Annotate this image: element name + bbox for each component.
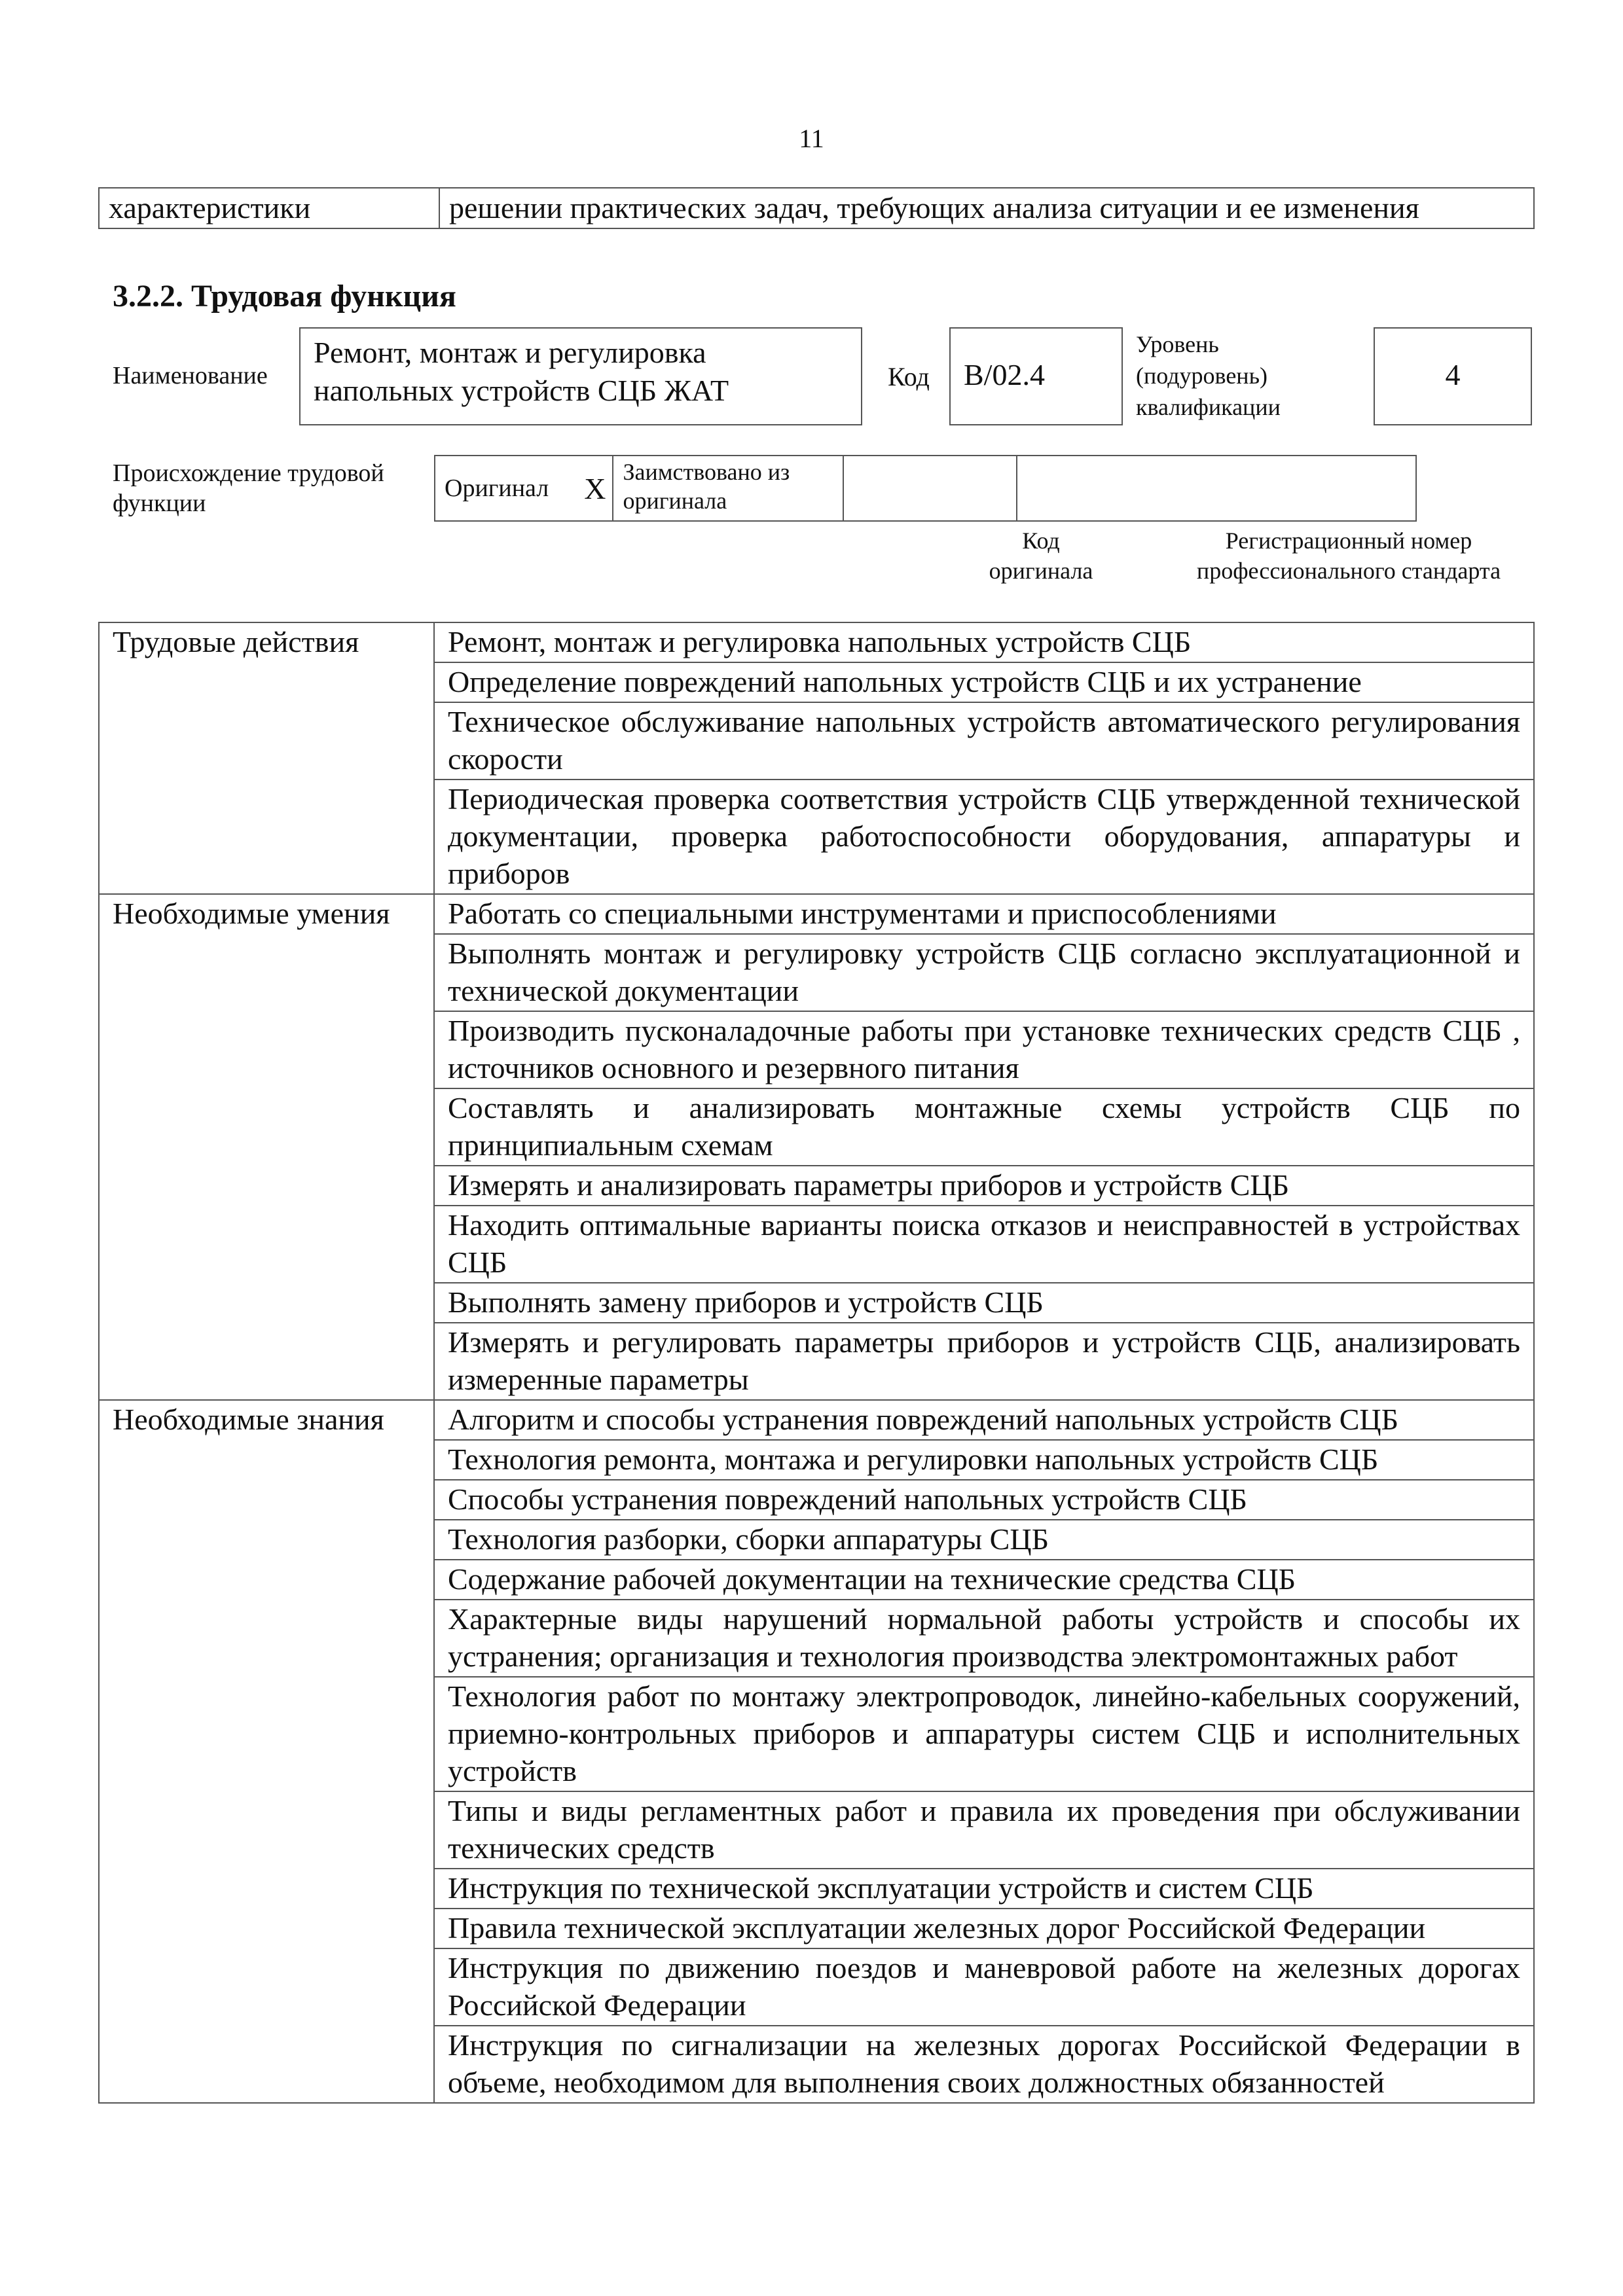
origin-label: Происхождение трудовой функции (113, 459, 384, 517)
original-label: Оригинал (435, 456, 558, 521)
item-cell: Измерять и регулировать параметры приборов и устройств СЦБ, анализировать измеренные параметры (434, 1323, 1534, 1400)
kod-value-box: B/02.4 (949, 327, 1123, 425)
item-cell: Характерные виды нарушений нормальной работы устройств и способы их устранения; организация и технология производства электромонтажных работ (434, 1600, 1534, 1677)
item-cell: Находить оптимальные варианты поиска отказов и неисправностей в устройствах СЦБ (434, 1206, 1534, 1283)
category-cell: Трудовые действия (99, 622, 434, 894)
item-cell: Техническое обслуживание напольных устройств автоматического регулирования скорости (434, 702, 1534, 780)
borrowed-label: Заимствовано из оригинала (613, 456, 843, 521)
category-cell: Необходимые умения (99, 894, 434, 1400)
item-cell: Технология ремонта, монтажа и регулировки напольных устройств СЦБ (434, 1440, 1534, 1480)
table-row (435, 456, 1416, 521)
naim-value-box: Ремонт, монтаж и регулировка напольных устройств СЦБ ЖАТ (299, 327, 862, 425)
naim-label: Наименование (113, 362, 268, 389)
uroven-label: Уровень (подуровень) квалификации (1136, 331, 1281, 420)
table-row (99, 1400, 1534, 1440)
table-row (99, 188, 1534, 228)
continuation-right-cell: решении практических задач, требующих анализа ситуации и ее изменения (439, 188, 1534, 228)
uroven-value-box: 4 (1374, 327, 1532, 425)
item-cell: Технология работ по монтажу электропроводок, линейно-кабельных сооружений, приемно-контрольных приборов и аппаратуры систем СЦБ и исполнительных устройств (434, 1677, 1534, 1791)
origin-code-cell (843, 456, 1017, 521)
category-cell: Необходимые знания (99, 1400, 434, 2103)
caption-registration-number: Регистрационный номер профессионального стандарта (1196, 528, 1501, 584)
continuation-left-cell: характеристики (99, 188, 439, 228)
item-cell: Ремонт, монтаж и регулировка напольных устройств СЦБ (434, 622, 1534, 662)
item-cell: Технология разборки, сборки аппаратуры СЦБ (434, 1520, 1534, 1560)
labor-function-table-body (99, 622, 1534, 2103)
item-cell: Инструкция по движению поездов и маневровой работе на железных дорогах Российской Федерации (434, 1948, 1534, 2026)
continuation-table (98, 187, 1535, 229)
item-cell: Периодическая проверка соответствия устройств СЦБ утвержденной технической документации, проверка работоспособности оборудования, аппаратуры и приборов (434, 780, 1534, 894)
labor-function-table (98, 622, 1535, 2104)
item-cell: Работать со специальными инструментами и приспособлениями (434, 894, 1534, 934)
section-heading: 3.2.2. Трудовая функция (113, 279, 456, 314)
table-row (99, 894, 1534, 934)
registration-number-cell (1017, 456, 1416, 521)
item-cell: Типы и виды регламентных работ и правила их проведения при обслуживании технических средств (434, 1791, 1534, 1869)
item-cell: Инструкция по технической эксплуатации устройств и систем СЦБ (434, 1869, 1534, 1909)
item-cell: Измерять и анализировать параметры приборов и устройств СЦБ (434, 1166, 1534, 1206)
kod-label: Код (888, 362, 930, 391)
item-cell: Способы устранения повреждений напольных устройств СЦБ (434, 1480, 1534, 1520)
origin-table (434, 455, 1417, 522)
item-cell: Содержание рабочей документации на технические средства СЦБ (434, 1560, 1534, 1600)
item-cell: Определение повреждений напольных устройств СЦБ и их устранение (434, 662, 1534, 702)
original-mark: X (558, 456, 613, 521)
item-cell: Инструкция по сигнализации на железных дорогах Российской Федерации в объеме, необходимом для выполнения своих должностных обязанностей (434, 2026, 1534, 2103)
item-cell: Выполнять монтаж и регулировку устройств СЦБ согласно эксплуатационной и технической документации (434, 934, 1534, 1011)
item-cell: Выполнять замену приборов и устройств СЦБ (434, 1283, 1534, 1323)
item-cell: Алгоритм и способы устранения повреждений напольных устройств СЦБ (434, 1400, 1534, 1440)
table-row (99, 622, 1534, 662)
item-cell: Составлять и анализировать монтажные схемы устройств СЦБ по принципиальным схемам (434, 1088, 1534, 1166)
item-cell: Производить пусконаладочные работы при установке технических средств СЦБ , источников основного и резервного питания (434, 1011, 1534, 1088)
item-cell: Правила технической эксплуатации железных дорог Российской Федерации (434, 1909, 1534, 1948)
caption-origin-code: Код оригинала (989, 528, 1093, 584)
page-number: 11 (799, 124, 824, 153)
